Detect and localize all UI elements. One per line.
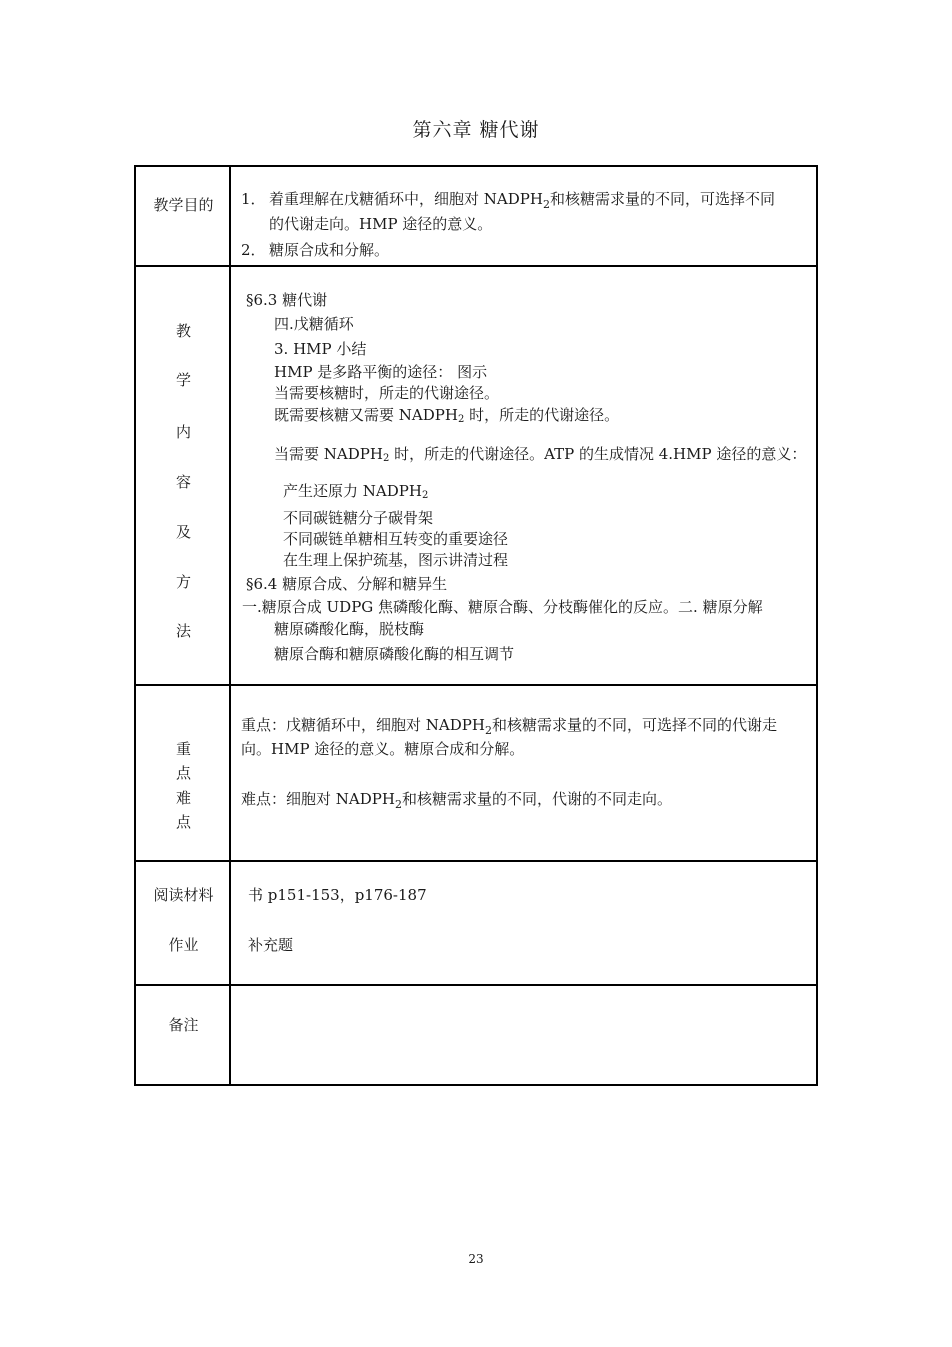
focus-part-a: 重点：戊糖循环中，细胞对 NADPH <box>241 716 485 734</box>
goal-item-1-continued: 的代谢走向。HMP 途径的意义。 <box>269 215 493 233</box>
content-label-char: 学 <box>175 371 191 389</box>
goals-label-cell <box>136 167 231 265</box>
page-number: 23 <box>468 1252 484 1266</box>
reading-row <box>136 862 816 986</box>
goal-item-1-number: 1． <box>241 190 266 208</box>
content-label-char: 方 <box>175 573 191 591</box>
nadph-subscript: 2 <box>421 490 429 501</box>
content-line: 不同碳链单糖相互转变的重要途径 <box>283 530 509 548</box>
content-text-cell <box>231 267 816 684</box>
reading-label: 阅读材料 <box>153 886 214 904</box>
content-line: §6.3 糖代谢 <box>246 291 328 309</box>
goals-content-cell <box>231 167 816 265</box>
goal-item-2: 糖原合成和分解。 <box>269 241 390 259</box>
goals-label: 教学目的 <box>153 196 214 214</box>
reading-value: 书 p151-153，p176-187 <box>248 886 427 904</box>
content-label-char: 教 <box>175 322 191 340</box>
focus-line <box>241 716 777 740</box>
content-line: 糖原合酶和糖原磷酸化酶的相互调节 <box>274 645 515 663</box>
reading-text-cell <box>231 862 816 984</box>
content-line: 四.戊糖循环 <box>274 315 354 333</box>
content-line: 3. HMP 小结 <box>274 340 367 358</box>
goal-item-2-number: 2． <box>241 241 266 259</box>
content-line-part: 当需要 NADPH <box>274 445 383 463</box>
nadph-subscript: 2 <box>394 798 402 811</box>
difficulty-part-a: 难点：细胞对 NADPH <box>241 790 395 808</box>
key-points-text-cell <box>231 686 816 860</box>
content-line-part: 时，所走的代谢途径。 <box>464 406 620 424</box>
content-line: 不同碳链糖分子碳骨架 <box>283 509 434 527</box>
content-row <box>136 267 816 686</box>
goals-row <box>136 167 816 267</box>
key-points-label-char: 重 <box>175 740 191 758</box>
content-line: 一.糖原合成 UDPG 焦磷酸化酶、糖原合酶、分枝酶催化的反应。二. 糖原分解 <box>242 598 763 616</box>
content-line-part: 既需要核糖又需要 NADPH <box>274 406 458 424</box>
content-line <box>283 482 428 505</box>
focus-part-b: 和核糖需求量的不同，可选择不同的代谢走 <box>491 716 777 734</box>
notes-row <box>136 986 816 1084</box>
focus-line-continued: 向。HMP 途径的意义。糖原合成和分解。 <box>241 740 525 758</box>
content-label-char: 及 <box>175 523 191 541</box>
content-line-part: 时，所走的代谢途径。ATP 的生成情况 4.HMP 途径的意义： <box>389 445 807 463</box>
notes-label-cell <box>136 986 231 1084</box>
difficulty-line <box>241 790 672 814</box>
homework-label: 作业 <box>168 936 199 954</box>
key-points-label-char: 难 <box>175 789 191 807</box>
goal-item-1-part-b: 和核糖需求量的不同，可选择不同 <box>549 190 775 208</box>
reading-label-cell <box>136 862 231 984</box>
content-line: 糖原磷酸化酶，脱枝酶 <box>274 620 425 638</box>
key-points-label-char: 点 <box>175 813 191 831</box>
homework-value: 补充题 <box>248 936 294 954</box>
content-line-part: 产生还原力 NADPH <box>283 482 422 500</box>
notes-label: 备注 <box>168 1016 199 1034</box>
content-line: HMP 是多路平衡的途径： 图示 <box>274 363 488 381</box>
nadph-subscript: 2 <box>542 198 550 211</box>
content-line: 在生理上保护巯基，图示讲清过程 <box>283 551 509 569</box>
lesson-plan-table <box>134 165 818 1086</box>
nadph-subscript: 2 <box>457 414 465 425</box>
key-points-label-cell <box>136 686 231 860</box>
content-line <box>274 445 806 468</box>
content-label-char: 内 <box>175 423 191 441</box>
notes-text-cell <box>231 986 816 1084</box>
goal-item-1-part-a: 着重理解在戊糖循环中，细胞对 NADPH <box>269 190 543 208</box>
content-line: §6.4 糖原合成、分解和糖异生 <box>246 575 448 593</box>
content-label-cell <box>136 267 231 684</box>
nadph-subscript: 2 <box>484 724 492 737</box>
content-label-char: 法 <box>175 622 191 640</box>
goal-item-1 <box>269 190 775 214</box>
key-points-label-char: 点 <box>175 764 191 782</box>
key-points-row <box>136 686 816 862</box>
content-label-char: 容 <box>175 473 191 491</box>
page-title: 第六章 糖代谢 <box>412 119 540 141</box>
content-line <box>274 406 619 429</box>
nadph-subscript: 2 <box>382 453 390 464</box>
content-line: 当需要核糖时，所走的代谢途径。 <box>274 384 500 402</box>
difficulty-part-b: 和核糖需求量的不同，代谢的不同走向。 <box>401 790 672 808</box>
